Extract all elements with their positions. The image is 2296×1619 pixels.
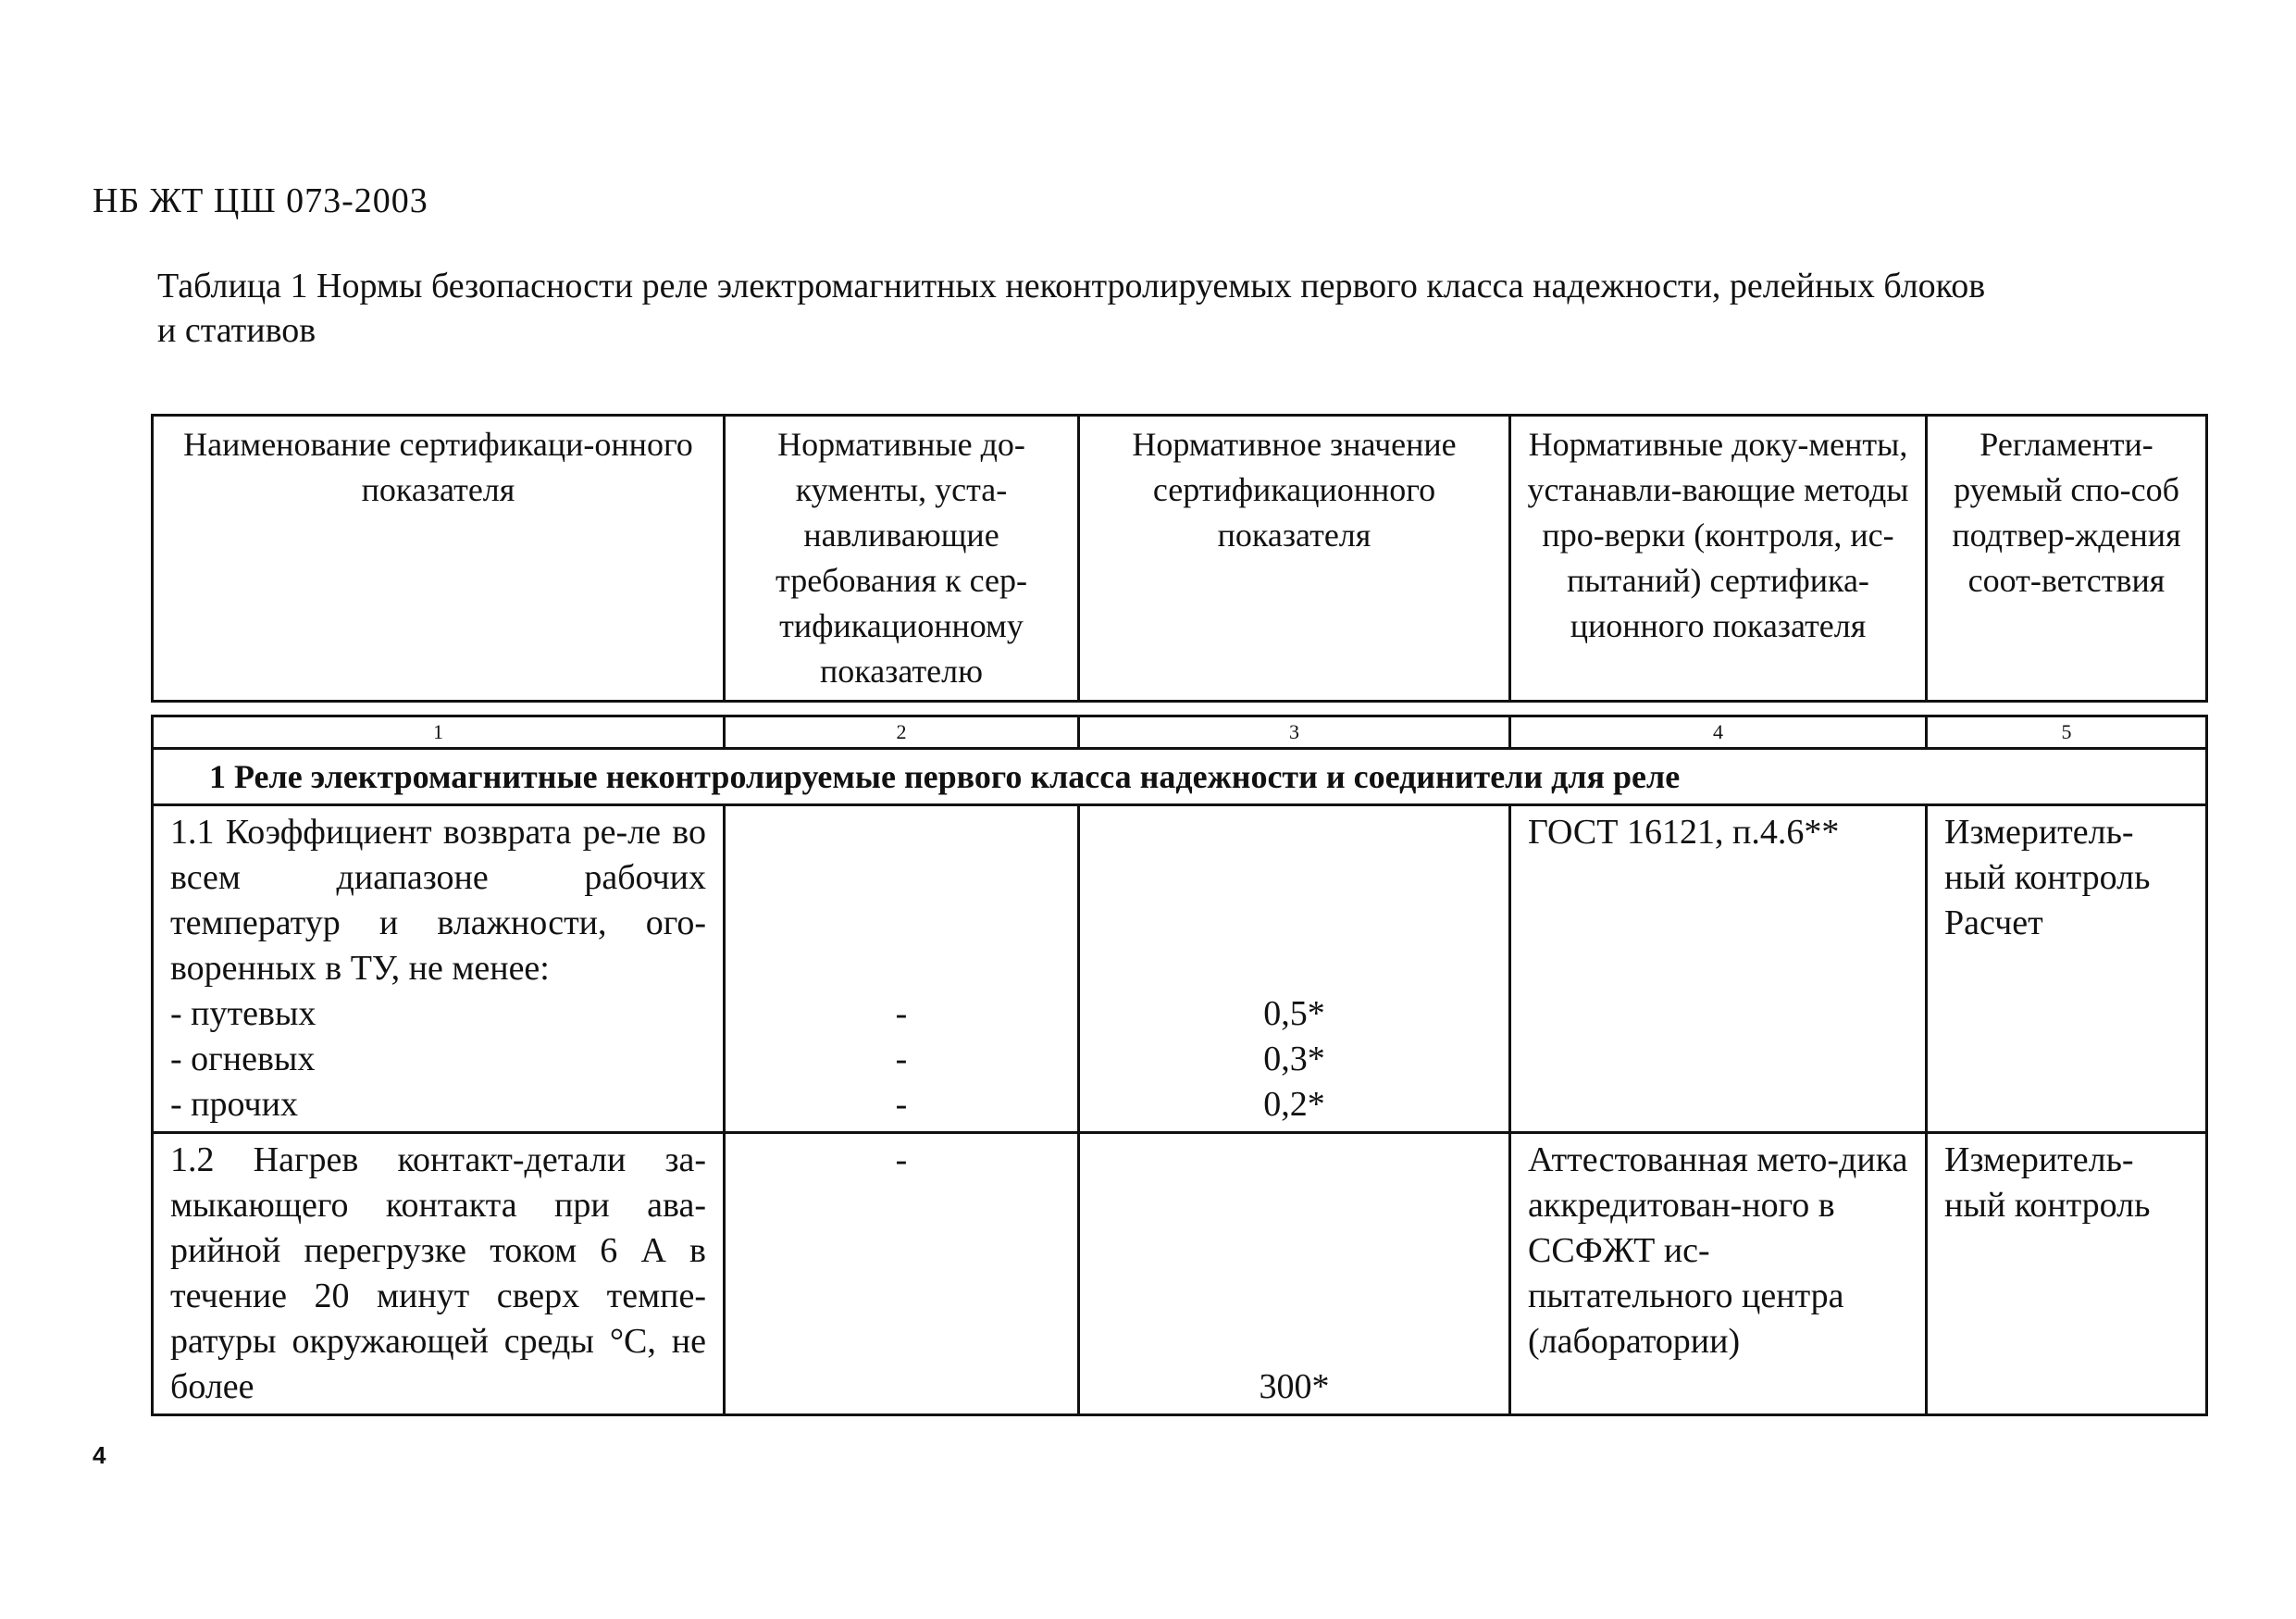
requirements-docs-cell (725, 805, 1079, 1133)
requirements-docs-cell: - (725, 1133, 1079, 1415)
section-row (153, 749, 2207, 805)
table-header (151, 414, 2208, 703)
column-number: 3 (1079, 716, 1510, 749)
confirmation-cell: Измеритель-ный контроль (1927, 1133, 2207, 1415)
indicator-cell (153, 805, 725, 1133)
table-row (153, 1133, 2207, 1415)
test-method-cell: ГОСТ 16121, п.4.6** (1510, 805, 1927, 1133)
normative-value-cell: 300* (1079, 1133, 1510, 1415)
confirmation-cell: Измеритель-ный контроль Расчет (1927, 805, 2207, 1133)
test-method-cell: Аттестованная мето-дика аккредитован-ного в ССФЖТ ис-пытательного центра (лаборатории) (1510, 1133, 1927, 1415)
header-cell-name: Наименование сертификаци-онного показателя (153, 416, 725, 702)
column-number: 4 (1510, 716, 1927, 749)
header-cell-normative-value: Нормативное значение сертификационного показателя (1079, 416, 1510, 702)
indicator-subitem: - огневых (170, 1040, 316, 1078)
indicator-cell: 1.2 Нагрев контакт-детали за-мыкающего контакта при ава-рийной перегрузке током 6 А в течение 20 минут сверх темпе-ратуры окружающей среды °С, не более (153, 1133, 725, 1415)
table-row (153, 805, 2207, 1133)
section-title: 1 Реле электромагнитные неконтролируемые первого класса надежности и соединители для реле (153, 749, 2207, 805)
docs-value: - (895, 994, 908, 1033)
table-body (151, 715, 2208, 1416)
column-number-row (153, 716, 2207, 749)
indicator-label: 1.1 Коэффициент возврата ре-ле во всем диапазоне рабочих температур и влажности, ого-воренных в ТУ, не менее: (170, 813, 706, 988)
indicator-subitem: - прочих (170, 1085, 298, 1124)
indicator-subitem: - путевых (170, 994, 316, 1033)
normative-value: 0,3* (1263, 1040, 1325, 1078)
normative-value: 0,2* (1263, 1085, 1325, 1124)
normative-value-cell (1079, 805, 1510, 1133)
document-code: НБ ЖТ ЦШ 073-2003 (93, 181, 428, 220)
column-number: 5 (1927, 716, 2207, 749)
docs-value: - (895, 1085, 908, 1124)
table-caption: Таблица 1 Нормы безопасности реле электромагнитных неконтролируемых первого класса надежности, релейных блоков и стативов (157, 267, 1986, 350)
header-cell-requirements-docs: Нормативные до-кументы, уста-навливающие требования к сер-тификационному показателю (725, 416, 1079, 702)
column-number: 1 (153, 716, 725, 749)
column-number: 2 (725, 716, 1079, 749)
page-number: 4 (93, 1441, 106, 1469)
header-cell-confirmation: Регламенти-руемый спо-соб подтвер-ждения соот-ветствия (1927, 416, 2207, 702)
normative-value: 0,5* (1263, 994, 1325, 1033)
docs-value: - (895, 1040, 908, 1078)
header-cell-test-methods: Нормативные доку-менты, устанавли-вающие методы про-верки (контроля, ис-пытаний) сертифика-ционного показателя (1510, 416, 1927, 702)
